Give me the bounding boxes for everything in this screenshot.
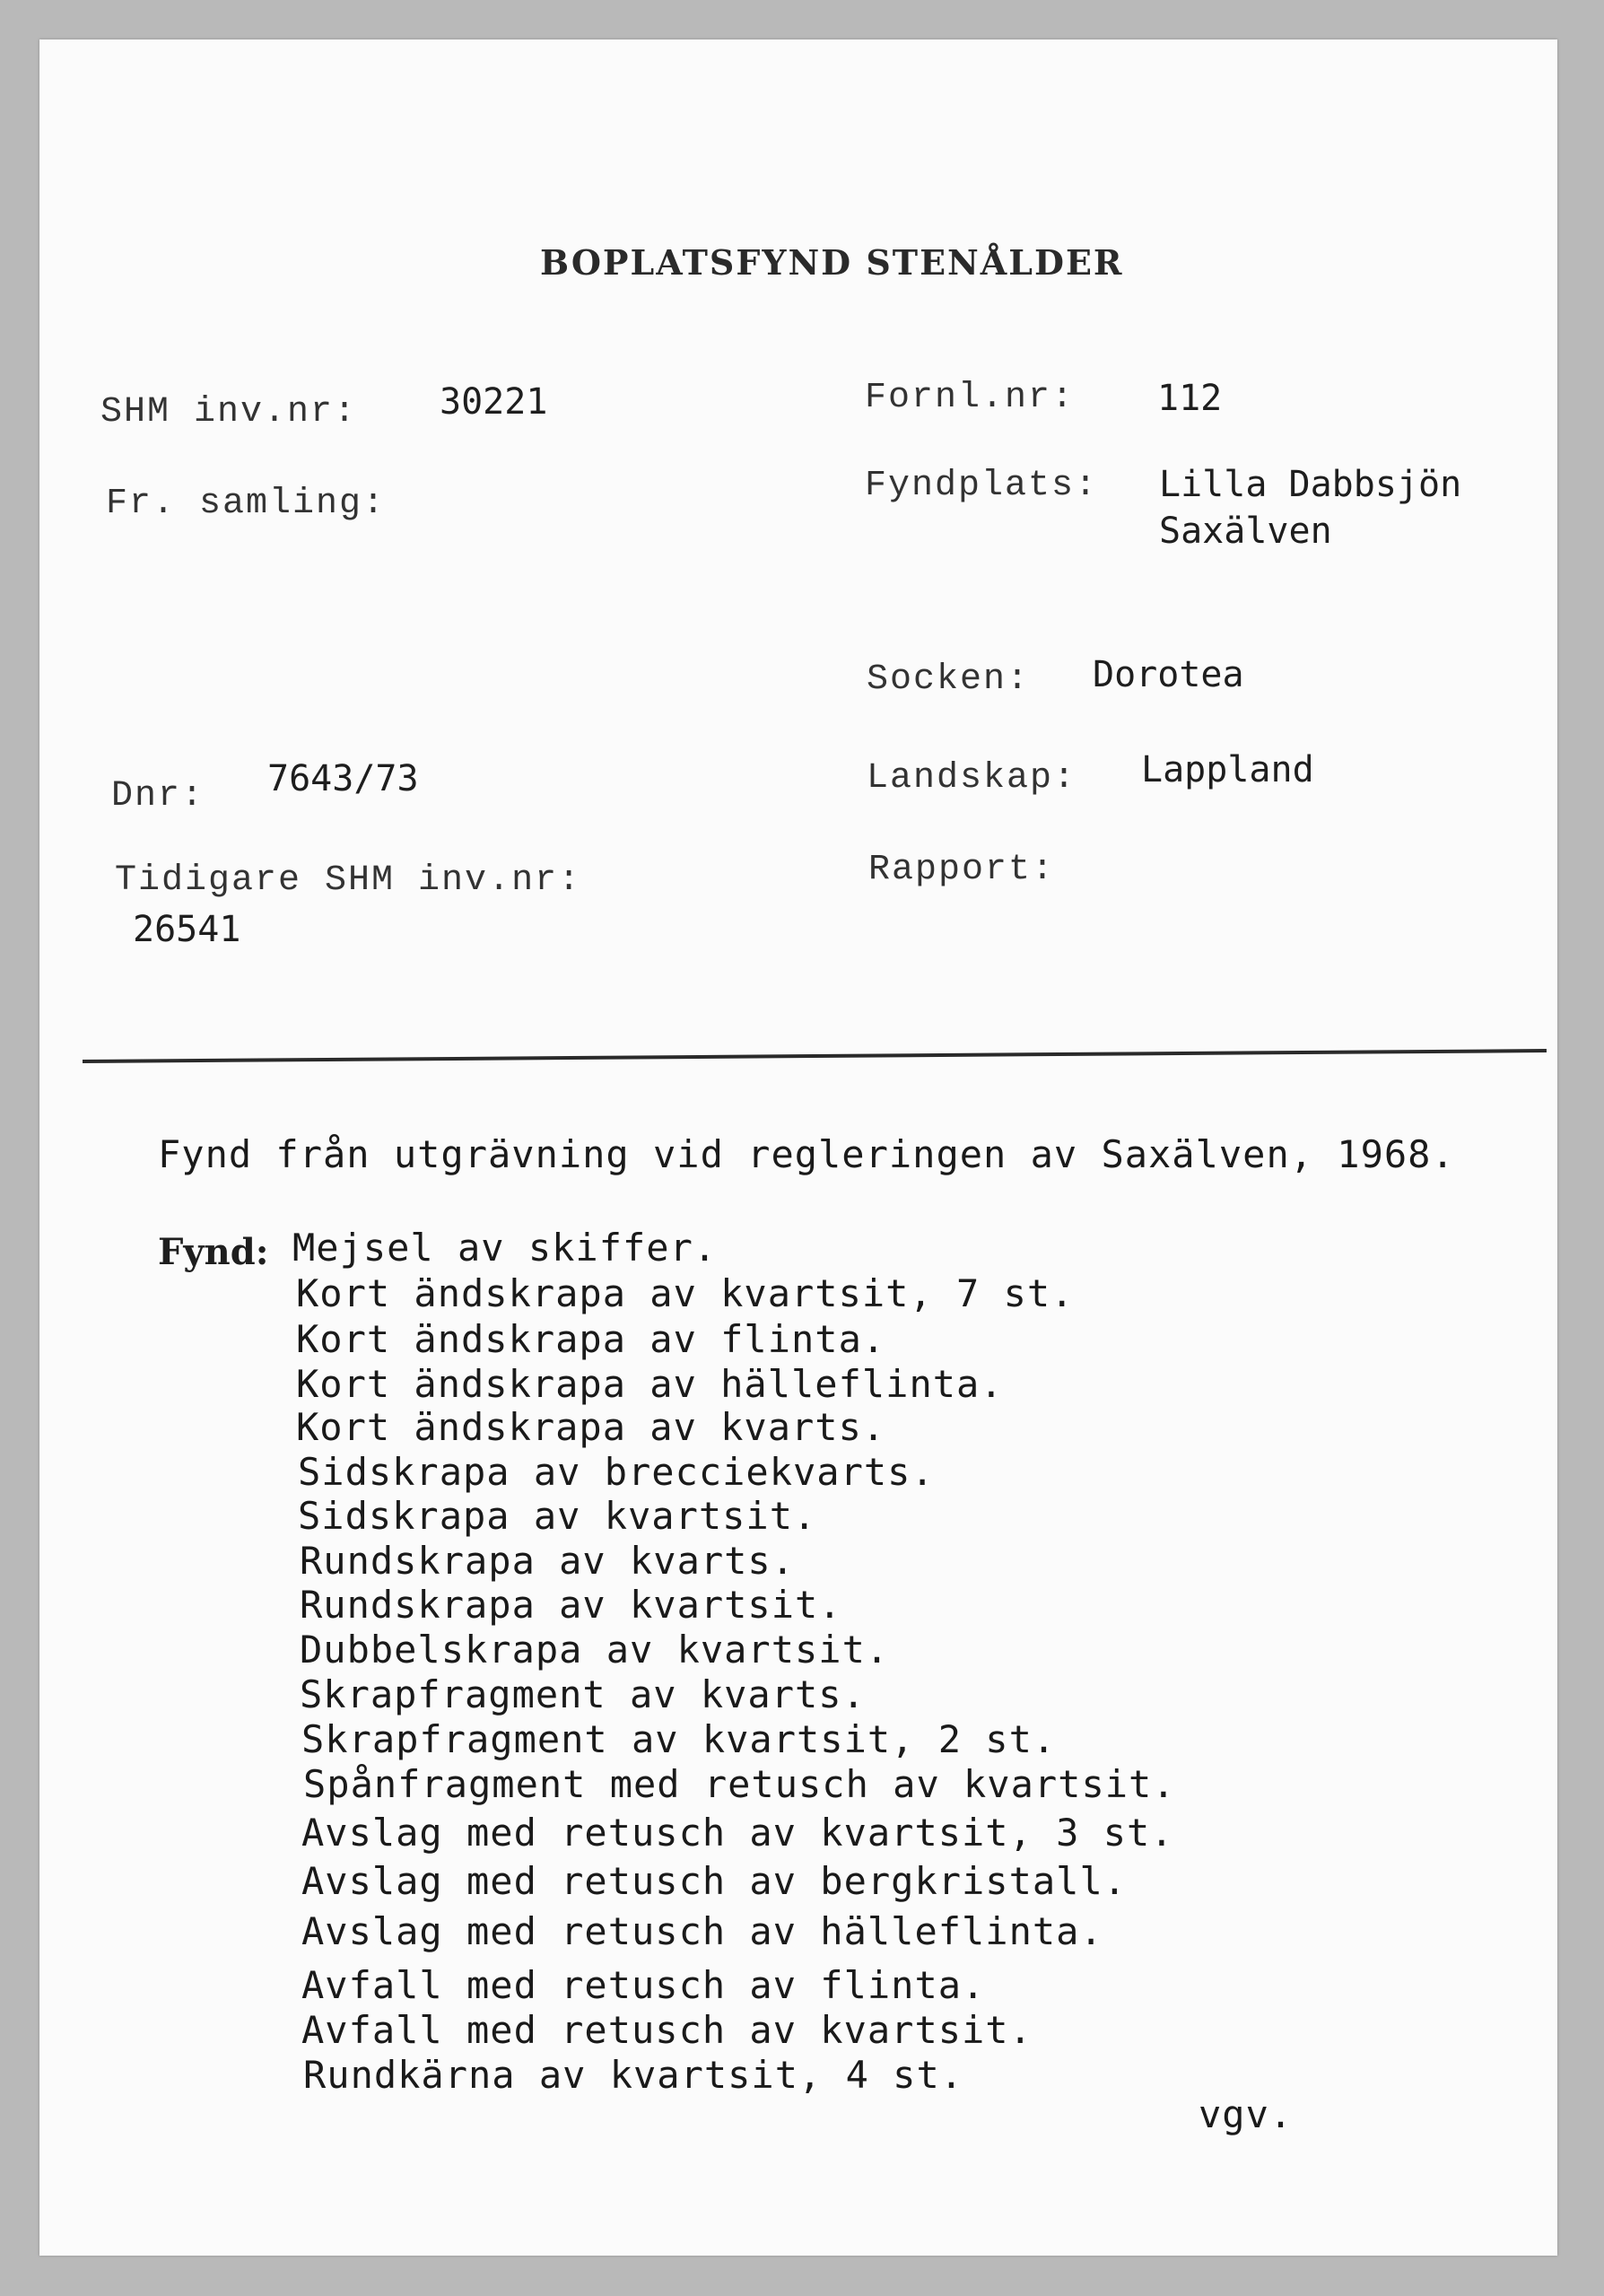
fynd-item: Kort ändskrapa av flinta.: [296, 1317, 886, 1361]
fynd-item: Rundkärna av kvartsit, 4 st.: [303, 2053, 964, 2097]
fynd-item: Rundskrapa av kvartsit.: [300, 1583, 842, 1627]
fyndplats-label: Fyndplats:: [865, 466, 1099, 506]
fynd-item: Kort ändskrapa av hälleflinta.: [296, 1362, 1004, 1406]
fornl-label: Fornl.nr:: [865, 378, 1076, 418]
fynd-item: Dubbelskrapa av kvartsit.: [300, 1628, 890, 1672]
fynd-item: Avslag med retusch av bergkristall.: [301, 1859, 1128, 1903]
fynd-item: Mejsel av skiffer.: [292, 1226, 718, 1270]
fynd-item: Kort ändskrapa av kvartsit, 7 st.: [296, 1271, 1075, 1315]
fynd-item: Sidskrapa av brecciekvarts.: [298, 1450, 935, 1494]
fynd-item: Kort ändskrapa av kvarts.: [296, 1405, 886, 1449]
fynd-item: Rundskrapa av kvarts.: [300, 1539, 796, 1583]
landskap-label: Landskap:: [867, 758, 1077, 799]
shm-inv-value: 30221: [440, 381, 548, 423]
description-text: Fynd från utgrävning vid regleringen av Saxälven, 1968.: [158, 1132, 1455, 1176]
fynd-item: Skrapfragment av kvartsit, 2 st.: [301, 1717, 1057, 1761]
fyndplats-line2: Saxälven: [1159, 511, 1332, 552]
fynd-item: Avslag med retusch av kvartsit, 3 st.: [301, 1811, 1174, 1855]
signature-initials: vgv.: [1199, 2092, 1294, 2136]
fynd-item: Skrapfragment av kvarts.: [300, 1672, 866, 1716]
fynd-item: Avslag med retusch av hälleflinta.: [301, 1909, 1103, 1953]
fyndplats-line1: Lilla Dabbsjön: [1159, 464, 1462, 505]
dnr-label: Dnr:: [111, 776, 205, 816]
fornl-value: 112: [1157, 378, 1223, 419]
fynd-item: Spånfragment med retusch av kvartsit.: [303, 1762, 1176, 1806]
fynd-item: Avfall med retusch av flinta.: [301, 1963, 986, 2007]
socken-value: Dorotea: [1093, 654, 1244, 695]
fynd-item: Avfall med retusch av kvartsit.: [301, 2008, 1033, 2052]
landskap-value: Lappland: [1141, 749, 1314, 790]
fynd-item: Sidskrapa av kvartsit.: [298, 1494, 817, 1538]
socken-label: Socken:: [867, 659, 1031, 700]
fr-samling-label: Fr. samling:: [106, 484, 387, 524]
tidigare-label: Tidigare SHM inv.nr:: [115, 860, 582, 901]
tidigare-value: 26541: [133, 909, 241, 950]
shm-inv-label: SHM inv.nr:: [100, 392, 358, 432]
fynd-label: Fynd:: [158, 1231, 269, 1273]
rapport-label: Rapport:: [868, 850, 1056, 890]
dnr-value: 7643/73: [267, 758, 419, 799]
card-title: BOPLATSFYND STENÅLDER: [540, 242, 1124, 283]
